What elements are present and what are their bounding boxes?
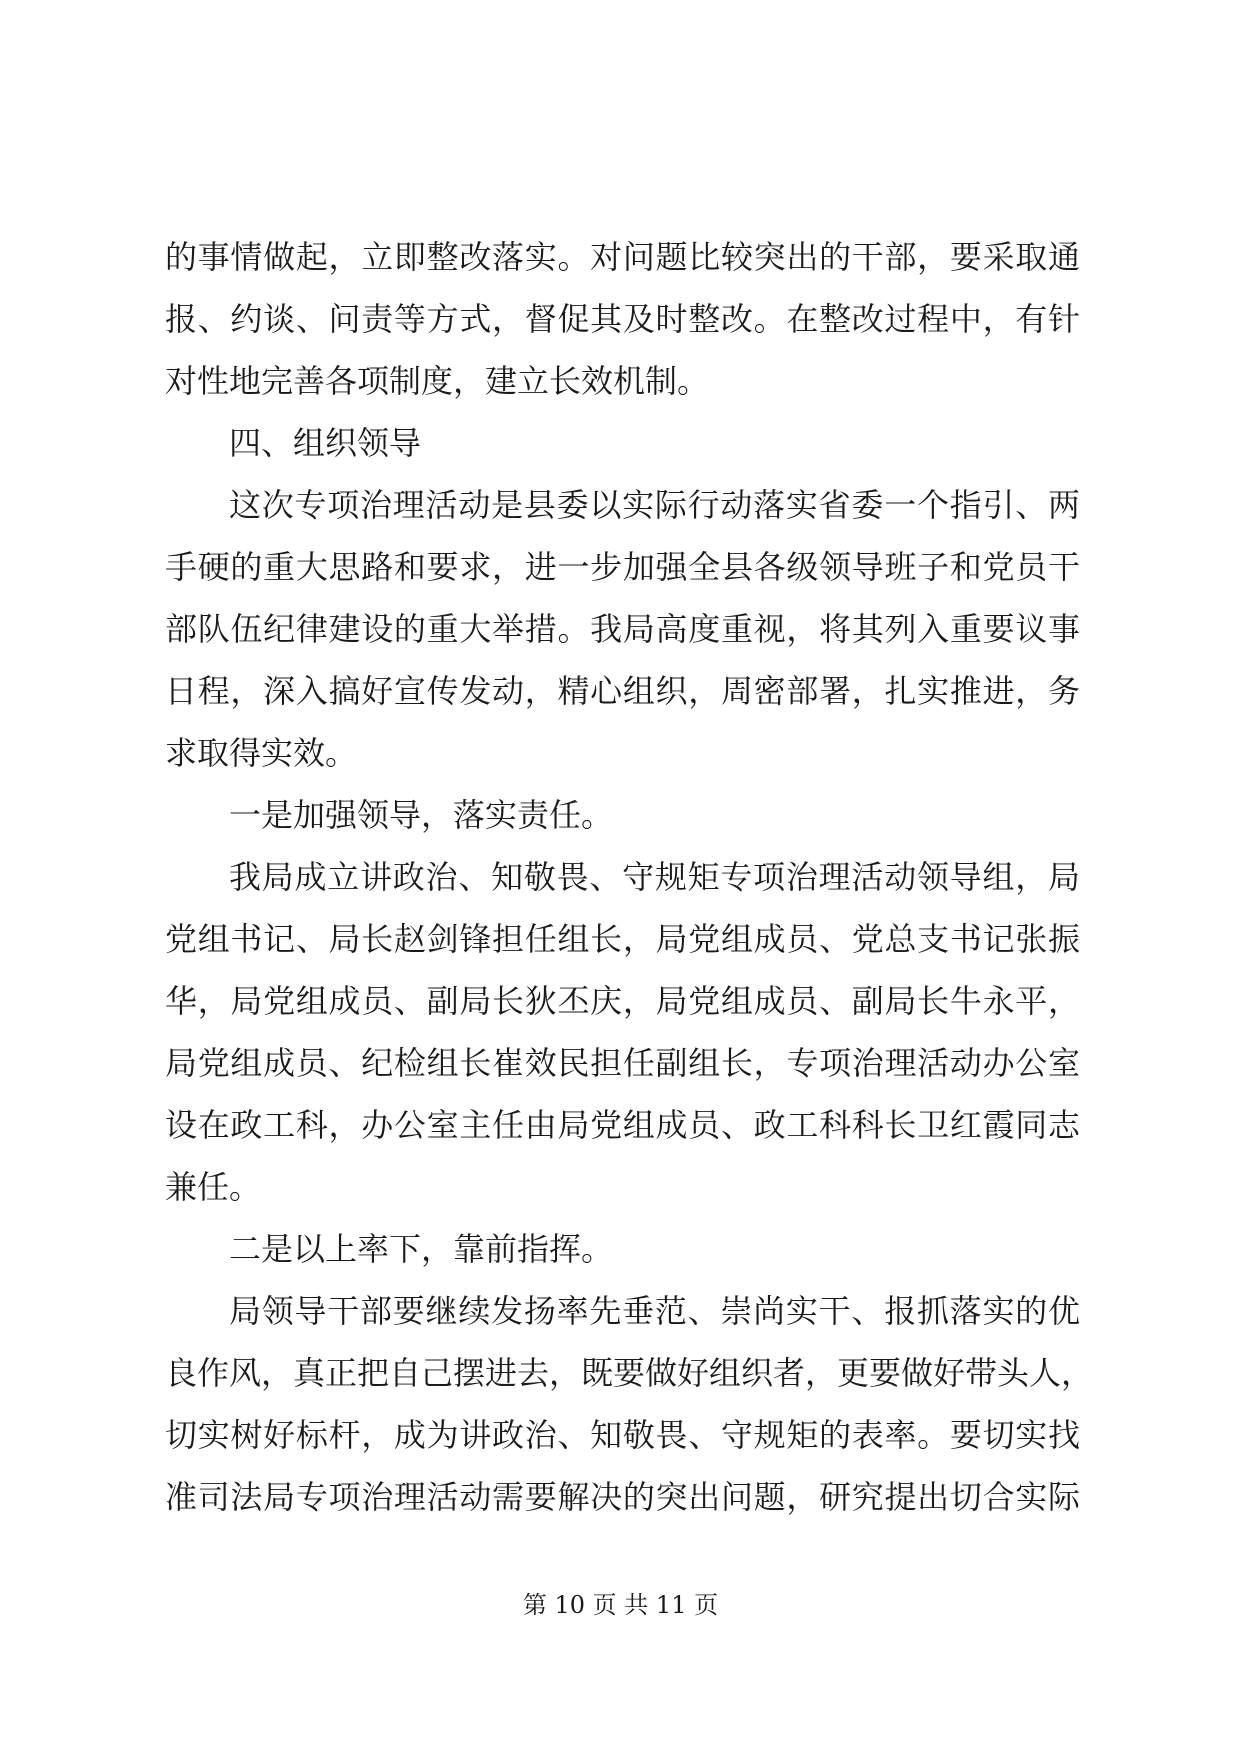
- text-line: 华，局党组成员、副局长狄丕庆，局党组成员、副局长牛永平，: [165, 982, 1080, 1020]
- text-line: 良作风，真正把自己摆进去，既要做好组织者，更要做好带头人，: [165, 1354, 1094, 1392]
- text-line: 部队伍纪律建设的重大举措。我局高度重视，将其列入重要议事: [165, 610, 1080, 648]
- page-footer: [0, 1590, 1241, 1620]
- text-line: 报、约谈、问责等方式，督促其及时整改。在整改过程中，有针: [165, 300, 1080, 338]
- text-line: 局领导干部要继续发扬率先垂范、崇尚实干、报抓落实的优: [229, 1292, 1080, 1330]
- text-line: 二是以上率下，靠前指挥。: [229, 1230, 614, 1268]
- text-line: 求取得实效。: [165, 734, 358, 772]
- text-line: 兼任。: [165, 1168, 262, 1206]
- text-line: 对性地完善各项制度，建立长效机制。: [165, 362, 710, 400]
- text-line: 的事情做起，立即整改落实。对问题比较突出的干部，要采取通: [165, 238, 1080, 276]
- text-line: 手硬的重大思路和要求，进一步加强全县各级领导班子和党员干: [165, 548, 1080, 586]
- text-line: 四、组织领导: [229, 424, 422, 462]
- text-line: 一是加强领导，落实责任。: [229, 796, 614, 834]
- text-line: 切实树好标杆，成为讲政治、知敬畏、守规矩的表率。要切实找: [165, 1416, 1080, 1454]
- text-line: 准司法局专项治理活动需要解决的突出问题，研究提出切合实际: [165, 1478, 1080, 1516]
- text-line: 设在政工科，办公室主任由局党组成员、政工科科长卫红霞同志: [165, 1106, 1080, 1144]
- text-line: 日程，深入搞好宣传发动，精心组织，周密部署，扎实推进，务: [165, 672, 1080, 710]
- text-line: 党组书记、局长赵剑锋担任组长，局党组成员、党总支书记张振: [165, 920, 1080, 958]
- text-line: 我局成立讲政治、知敬畏、守规矩专项治理活动领导组，局: [229, 858, 1080, 896]
- text-line: 局党组成员、纪检组长崔效民担任副组长，专项治理活动办公室: [165, 1044, 1080, 1082]
- body-text: [165, 226, 1094, 1528]
- text-line: 这次专项治理活动是县委以实际行动落实省委一个指引、两: [229, 486, 1080, 524]
- page-number-label: 第 10 页 共 11 页: [522, 1591, 719, 1619]
